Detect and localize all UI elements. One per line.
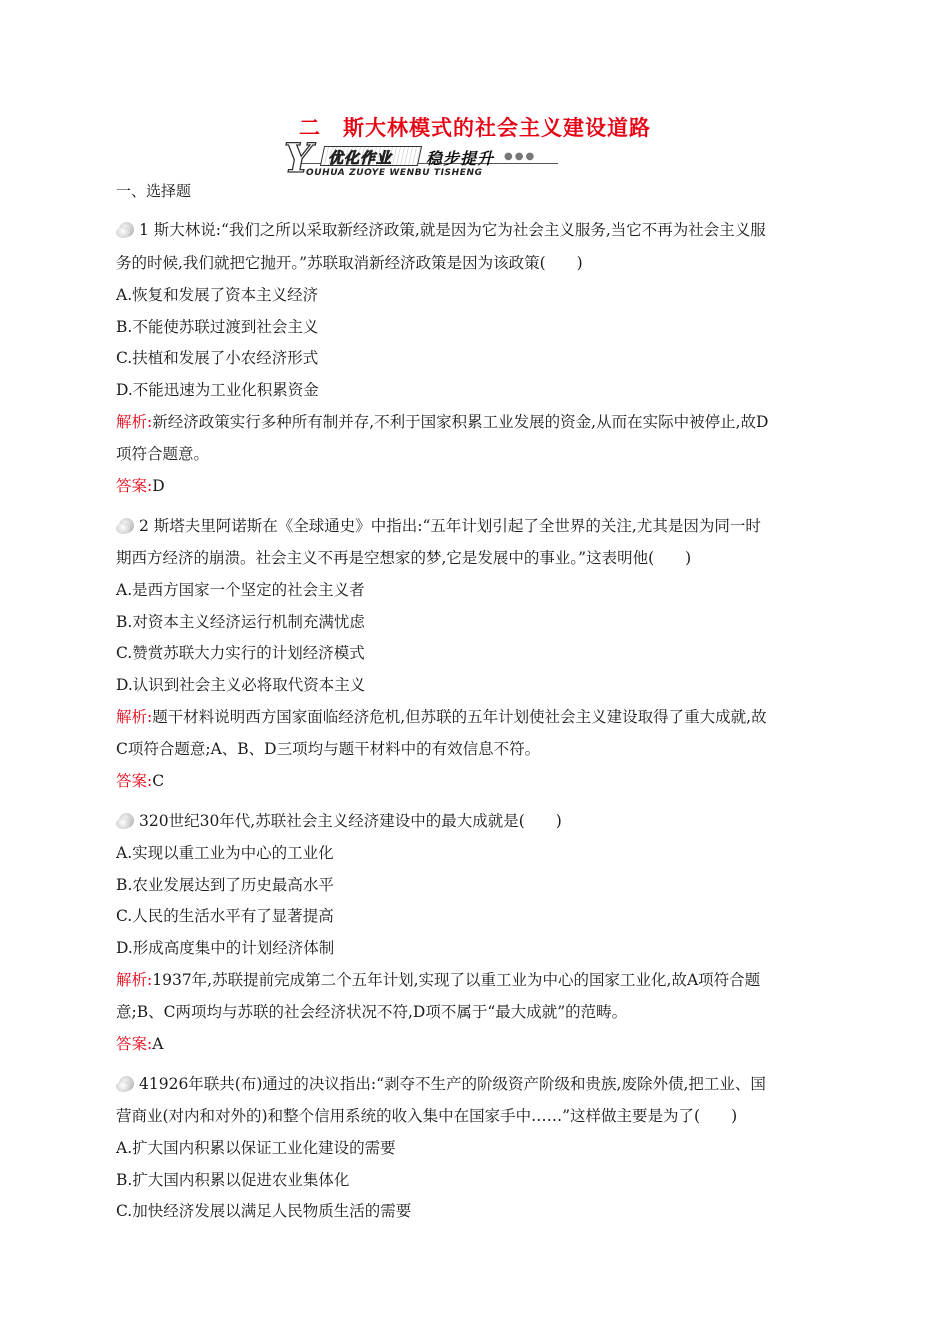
question-1-answer <box>116 476 165 496</box>
question-2-answer <box>116 771 164 791</box>
answer-label: 答案: <box>116 772 153 790</box>
question-3-explanation-1 <box>116 970 760 990</box>
question-2-explanation-1 <box>116 707 767 727</box>
banner-text-2: 稳步提升 <box>426 149 495 168</box>
question-1-option-d: D.不能迅速为工业化积累资金 <box>116 381 319 399</box>
question-3-answer-value: A <box>152 1035 164 1053</box>
question-3-explanation-2: 意;B、C两项均与苏联的社会经济状况不符,D项不属于“最大成就”的范畴。 <box>116 1003 628 1021</box>
question-2-line-1 <box>116 516 761 536</box>
explanation-label: 解析: <box>116 971 153 989</box>
question-3-option-b: B.农业发展达到了历史最高水平 <box>116 876 334 894</box>
question-3-line-1 <box>116 811 562 831</box>
question-2-answer-value: C <box>152 772 165 790</box>
question-4-text-1: 41926年联共(布)通过的决议指出:“剥夺不生产的阶级资产阶级和贵族,废除外债,把工业、国 <box>139 1075 766 1093</box>
question-2-option-d: D.认识到社会主义必将取代资本主义 <box>116 676 366 694</box>
question-marker-icon <box>116 518 138 533</box>
question-1-text-1: 1 斯大林说:“我们之所以采取新经济政策,就是因为它为社会主义服务,当它不再为社会主义服 <box>139 221 766 239</box>
banner-pinyin: OUHUA ZUOYE WENBU TISHENG <box>306 168 483 178</box>
section-banner <box>284 135 554 183</box>
question-3-option-c: C.人民的生活水平有了显著提高 <box>116 907 334 925</box>
question-4-line-1 <box>116 1074 766 1094</box>
question-2-text-1: 2 斯塔夫里阿诺斯在《全球通史》中指出:“五年计划引起了全世界的关注,尤其是因为同一时 <box>139 517 761 535</box>
page-title: 二 斯大林模式的社会主义建设道路 <box>299 116 651 140</box>
question-4-option-c: C.加快经济发展以满足人民物质生活的需要 <box>116 1202 412 1220</box>
question-1-option-c: C.扶植和发展了小农经济形式 <box>116 349 319 367</box>
question-2-explanation-text-1: 题干材料说明西方国家面临经济危机,但苏联的五年计划使社会主义建设取得了重大成就,故 <box>152 708 767 726</box>
explanation-label: 解析: <box>116 413 153 431</box>
answer-label: 答案: <box>116 477 153 495</box>
question-1-option-b: B.不能使苏联过渡到社会主义 <box>116 318 319 336</box>
question-marker-icon <box>116 222 138 237</box>
section-heading: 一、选择题 <box>116 182 192 200</box>
question-3-option-a: A.实现以重工业为中心的工业化 <box>116 844 334 862</box>
question-1-option-a: A.恢复和发展了资本主义经济 <box>116 286 319 304</box>
question-1-explanation-2: 项符合题意。 <box>116 445 210 463</box>
explanation-label: 解析: <box>116 708 153 726</box>
banner-text-1: 优化作业 <box>328 149 393 167</box>
answer-label: 答案: <box>116 1035 153 1053</box>
question-1-answer-value: D <box>152 477 165 495</box>
question-1-text-2: 务的时候,我们就把它抛开。”苏联取消新经济政策是因为该政策( ) <box>116 254 583 272</box>
question-3-option-d: D.形成高度集中的计划经济体制 <box>116 939 335 957</box>
banner-bar <box>308 146 537 168</box>
question-1-explanation-text-1: 新经济政策实行多种所有制并存,不利于国家积累工业发展的资金,从而在实际中被停止,故D <box>152 413 769 431</box>
banner-dots-icon: ●●● <box>504 151 537 162</box>
banner-letter: Y <box>284 135 313 182</box>
question-1-line-1 <box>116 220 766 240</box>
question-1-explanation-1 <box>116 412 768 432</box>
question-2-option-a: A.是西方国家一个坚定的社会主义者 <box>116 581 365 599</box>
question-2-text-2: 期西方经济的崩溃。社会主义不再是空想家的梦,它是发展中的事业。”这表明他( ) <box>116 549 692 567</box>
question-2-explanation-2: C项符合题意;A、B、D三项均与题干材料中的有效信息不符。 <box>116 740 541 758</box>
question-4-option-a: A.扩大国内积累以保证工业化建设的需要 <box>116 1139 396 1157</box>
question-3-text-1: 320世纪30年代,苏联社会主义经济建设中的最大成就是( ) <box>139 812 562 830</box>
question-marker-icon <box>116 813 138 828</box>
question-2-option-c: C.赞赏苏联大力实行的计划经济模式 <box>116 644 365 662</box>
question-3-answer <box>116 1034 163 1054</box>
question-4-text-2: 营商业(对内和对外的)和整个信用系统的收入集中在国家手中……”这样做主要是为了( ) <box>116 1107 738 1125</box>
question-3-explanation-text-1: 1937年,苏联提前完成第二个五年计划,实现了以重工业为中心的国家工业化,故A项符合题 <box>152 971 761 989</box>
question-marker-icon <box>116 1076 138 1091</box>
question-4-option-b: B.扩大国内积累以促进农业集体化 <box>116 1171 350 1189</box>
question-2-option-b: B.对资本主义经济运行机制充满忧虑 <box>116 613 365 631</box>
